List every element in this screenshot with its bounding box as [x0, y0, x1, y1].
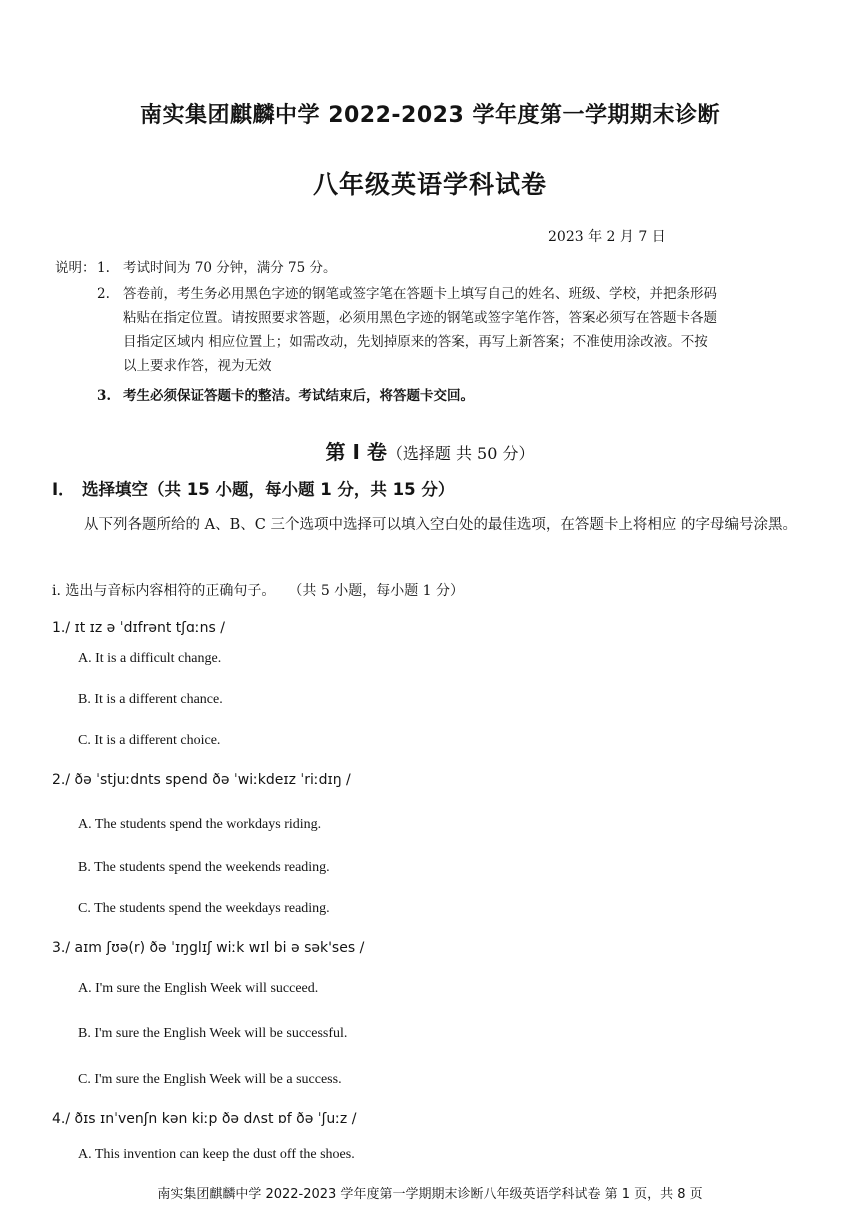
- note-number: 3.: [97, 388, 112, 404]
- note-item-1: [55, 256, 800, 280]
- notes-label: 说明：: [55, 260, 96, 276]
- note-line: 考生必须保证答题卡的整洁。考试结束后，将答题卡交回。: [123, 388, 474, 404]
- section-heading: [52, 476, 454, 500]
- page-footer: 南实集团麒麟中学 2022-2023 学年度第一学期期末诊断八年级英语学科试卷 第 1 页，共 8 页: [157, 1187, 703, 1202]
- phonetic-transcription: / ðɪs ɪnˈvenʃn kən kiːp ðə dʌst ɒf ðə ˈʃuːz /: [65, 1111, 357, 1127]
- subsection-heading: [52, 580, 464, 600]
- part-heading: [0, 436, 860, 465]
- question-4-option-a: A. This invention can keep the dust off the shoes.: [78, 1147, 355, 1162]
- question-1-option-a: A. It is a difficult change.: [78, 651, 222, 666]
- phonetic-transcription: / ðə ˈstjuːdnts spend ðə ˈwiːkdeɪz ˈriːdɪŋ /: [65, 772, 351, 788]
- question-number: 1.: [52, 620, 66, 636]
- question-1-option-b: B. It is a different chance.: [78, 692, 223, 707]
- note-line: 以上要求作答，视为无效: [123, 358, 272, 374]
- question-3-option-b: B. I'm sure the English Week will be successful.: [78, 1026, 348, 1041]
- section-title: 选择填空（共 15 小题，每小题 1 分，共 15 分）: [82, 480, 455, 499]
- part-note: （选择题 共 50 分）: [386, 444, 535, 463]
- note-line: 考试时间为 70 分钟，满分 75 分。: [123, 260, 337, 276]
- instructions-notes: [55, 256, 800, 408]
- note-line-row: [55, 306, 800, 330]
- note-line: 粘贴在指定位置。请按照要求答题，必须用黑色字迹的钢笔或签字笔作答，答案必须写在答题卡各题: [123, 310, 717, 326]
- note-line-row: [55, 354, 800, 378]
- question-2-option-c: C. The students spend the weekdays reading.: [78, 901, 330, 916]
- note-number: 2.: [97, 286, 110, 302]
- question-4-phonetic: [52, 1111, 356, 1127]
- note-line: 答卷前，考生务必用黑色字迹的钢笔或签字笔在答题卡上填写自己的姓名、班级、学校，并把条形码: [123, 286, 717, 302]
- note-number: 1.: [97, 260, 110, 276]
- question-3-option-a: A. I'm sure the English Week will succeed.: [78, 981, 319, 996]
- question-1-phonetic: [52, 620, 225, 636]
- question-number: 3.: [52, 940, 66, 956]
- question-3-option-c: C. I'm sure the English Week will be a success.: [78, 1072, 342, 1087]
- question-2-phonetic: [52, 772, 351, 788]
- question-2-option-b: B. The students spend the weekends reading.: [78, 860, 330, 875]
- subsection-title: i. 选出与音标内容相符的正确句子。: [52, 583, 276, 599]
- note-item-2: [55, 282, 800, 306]
- exam-subtitle: 八年级英语学科试卷: [312, 170, 547, 199]
- section-number: I．: [52, 480, 75, 499]
- note-line-row: [55, 330, 800, 354]
- phonetic-transcription: / aɪm ʃʊə(r) ðə ˈɪŋglɪʃ wiːk wɪl bi ə sək'ses /: [65, 940, 365, 956]
- question-number: 2.: [52, 772, 66, 788]
- question-number: 4.: [52, 1111, 66, 1127]
- phonetic-transcription: / ɪt ɪz ə ˈdɪfrənt tʃɑːns /: [65, 620, 225, 636]
- question-3-phonetic: [52, 940, 364, 956]
- exam-date: 2023 年 2 月 7 日: [548, 229, 666, 245]
- question-2-option-a: A. The students spend the workdays riding.: [78, 817, 322, 832]
- section-instructions: 从下列各题所给的 A、B、C 三个选项中选择可以填入空白处的最佳选项，在答题卡上将相应 的字母编号涂黑。: [84, 517, 798, 533]
- subsection-note: （共 5 小题，每小题 1 分）: [295, 583, 465, 599]
- note-item-3: [55, 384, 800, 408]
- note-line: 目指定区域内 相应位置上；如需改动，先划掉原来的答案，再写上新答案；不准使用涂改液。不按: [123, 334, 708, 350]
- exam-title: 南实集团麒麟中学 2022-2023 学年度第一学期期末诊断: [140, 103, 720, 128]
- question-1-option-c: C. It is a different choice.: [78, 733, 221, 748]
- part-title: 第 I 卷: [325, 440, 387, 464]
